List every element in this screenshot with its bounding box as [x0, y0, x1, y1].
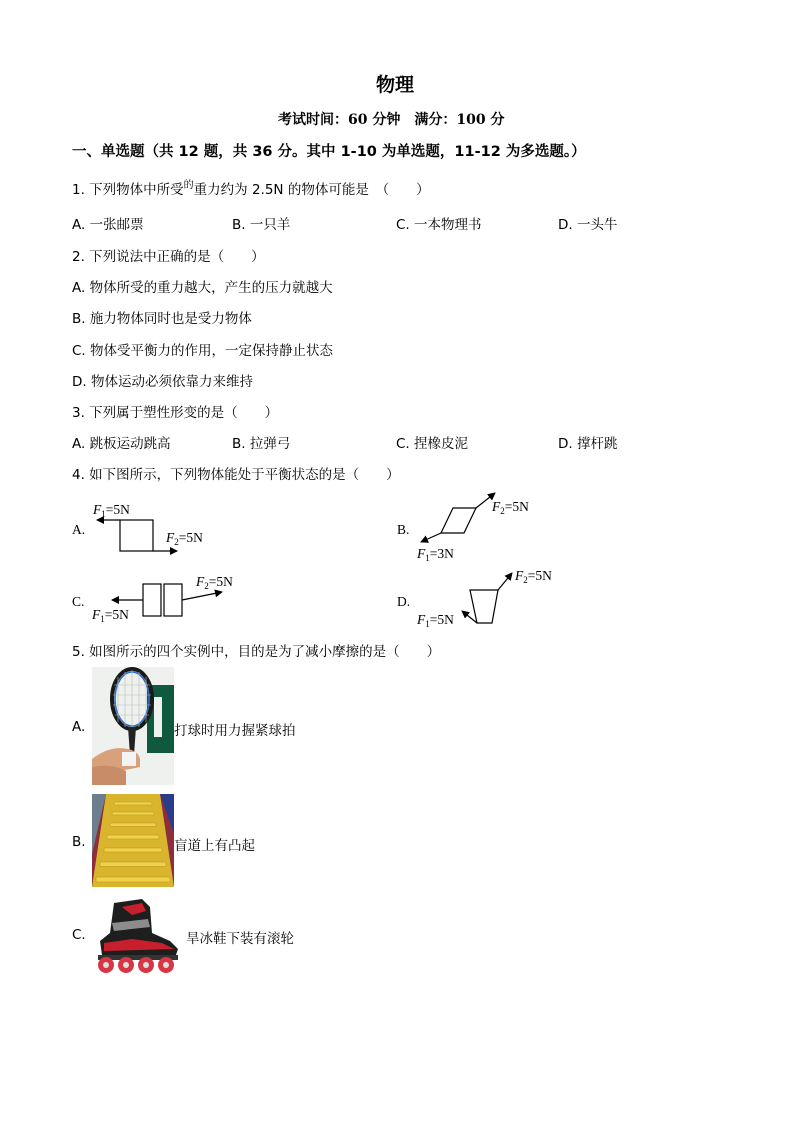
- q4b-f2-label: $F_2=5N$: [492, 499, 529, 516]
- inline-skate-photo: [92, 897, 186, 975]
- q1-option-d: D. 一头牛: [558, 217, 618, 233]
- q4c-box-left: [143, 584, 161, 616]
- q4c-box-right: [164, 584, 182, 616]
- q4d-f1-label: $F_1=5N$: [417, 612, 454, 629]
- force-diagrams: [0, 490, 794, 640]
- q5-option-a-text: 打球时用力握紧球拍: [174, 723, 296, 739]
- question-2-stem: 2. 下列说法中正确的是（ ）: [72, 249, 265, 265]
- q4b-parallelogram: [441, 508, 476, 533]
- q2-option-d: D. 物体运动必须依靠力来维持: [72, 374, 253, 390]
- q3-option-d: D. 撑杆跳: [558, 436, 618, 452]
- q5-option-c-text: 旱冰鞋下装有滚轮: [186, 931, 294, 947]
- q2-option-a: A. 物体所受的重力越大，产生的压力就越大: [72, 280, 333, 296]
- tactile-paving-photo: [92, 794, 174, 887]
- q4a-box: [120, 520, 153, 551]
- q5-option-b-text: 盲道上有凸起: [174, 838, 255, 854]
- q3-option-a: A. 跳板运动跳高: [72, 436, 171, 452]
- q2-option-b: B. 施力物体同时也是受力物体: [72, 311, 252, 327]
- q4c-arrow-f2: [182, 592, 222, 600]
- q2-option-c: C. 物体受平衡力的作用，一定保持静止状态: [72, 343, 334, 359]
- question-1-stem: [72, 178, 430, 198]
- q3-option-c: C. 捏橡皮泥: [396, 436, 469, 452]
- q4-label-a: A.: [72, 522, 86, 537]
- q4d-arrow-f2: [498, 573, 512, 590]
- exam-info: 考试时间：60 分钟 满分：100 分: [278, 112, 505, 128]
- q4d-trapezoid: [470, 590, 498, 623]
- q4b-arrow-f1: [421, 533, 441, 542]
- q4c-f1-label: $F_1=5N$: [92, 607, 129, 624]
- q5-option-a-label: A.: [72, 719, 86, 735]
- q4a-f2-label: $F_2=5N$: [166, 530, 203, 547]
- q1-superscript: 的: [183, 180, 194, 191]
- q1-option-a: A. 一张邮票: [72, 217, 144, 233]
- q4-label-d: D.: [397, 594, 411, 609]
- question-5-stem: 5. 如图所示的四个实例中，目的是为了减小摩擦的是（ ）: [72, 644, 441, 660]
- page-title: 物理: [376, 74, 415, 96]
- tennis-racket-photo: [92, 667, 174, 785]
- q4d-f2-label: $F_2=5N$: [515, 568, 552, 585]
- q4a-f1-label: $F_1=5N$: [93, 502, 130, 519]
- q1-stem-part: 重力约为 2.5N 的物体可能是 （ ）: [193, 182, 430, 198]
- q4-label-b: B.: [397, 522, 410, 537]
- q4c-f2-label: $F_2=5N$: [196, 574, 233, 591]
- q3-option-b: B. 拉弹弓: [232, 436, 291, 452]
- question-4-stem: 4. 如下图所示，下列物体能处于平衡状态的是（ ）: [72, 467, 400, 483]
- q4b-f1-label: $F_1=3N$: [417, 546, 454, 563]
- q1-option-b: B. 一只羊: [232, 217, 291, 233]
- q1-stem-part: 1. 下列物体中所受: [72, 182, 184, 198]
- section-heading: 一、单选题（共 12 题，共 36 分。其中 1-10 为单选题，11-12 为多选题。）: [72, 144, 586, 160]
- q5-option-c-label: C.: [72, 927, 86, 943]
- q4-label-c: C.: [72, 594, 85, 609]
- q5-option-b-label: B.: [72, 834, 86, 850]
- question-3-stem: 3. 下列属于塑性形变的是（ ）: [72, 405, 279, 421]
- q1-option-c: C. 一本物理书: [396, 217, 482, 233]
